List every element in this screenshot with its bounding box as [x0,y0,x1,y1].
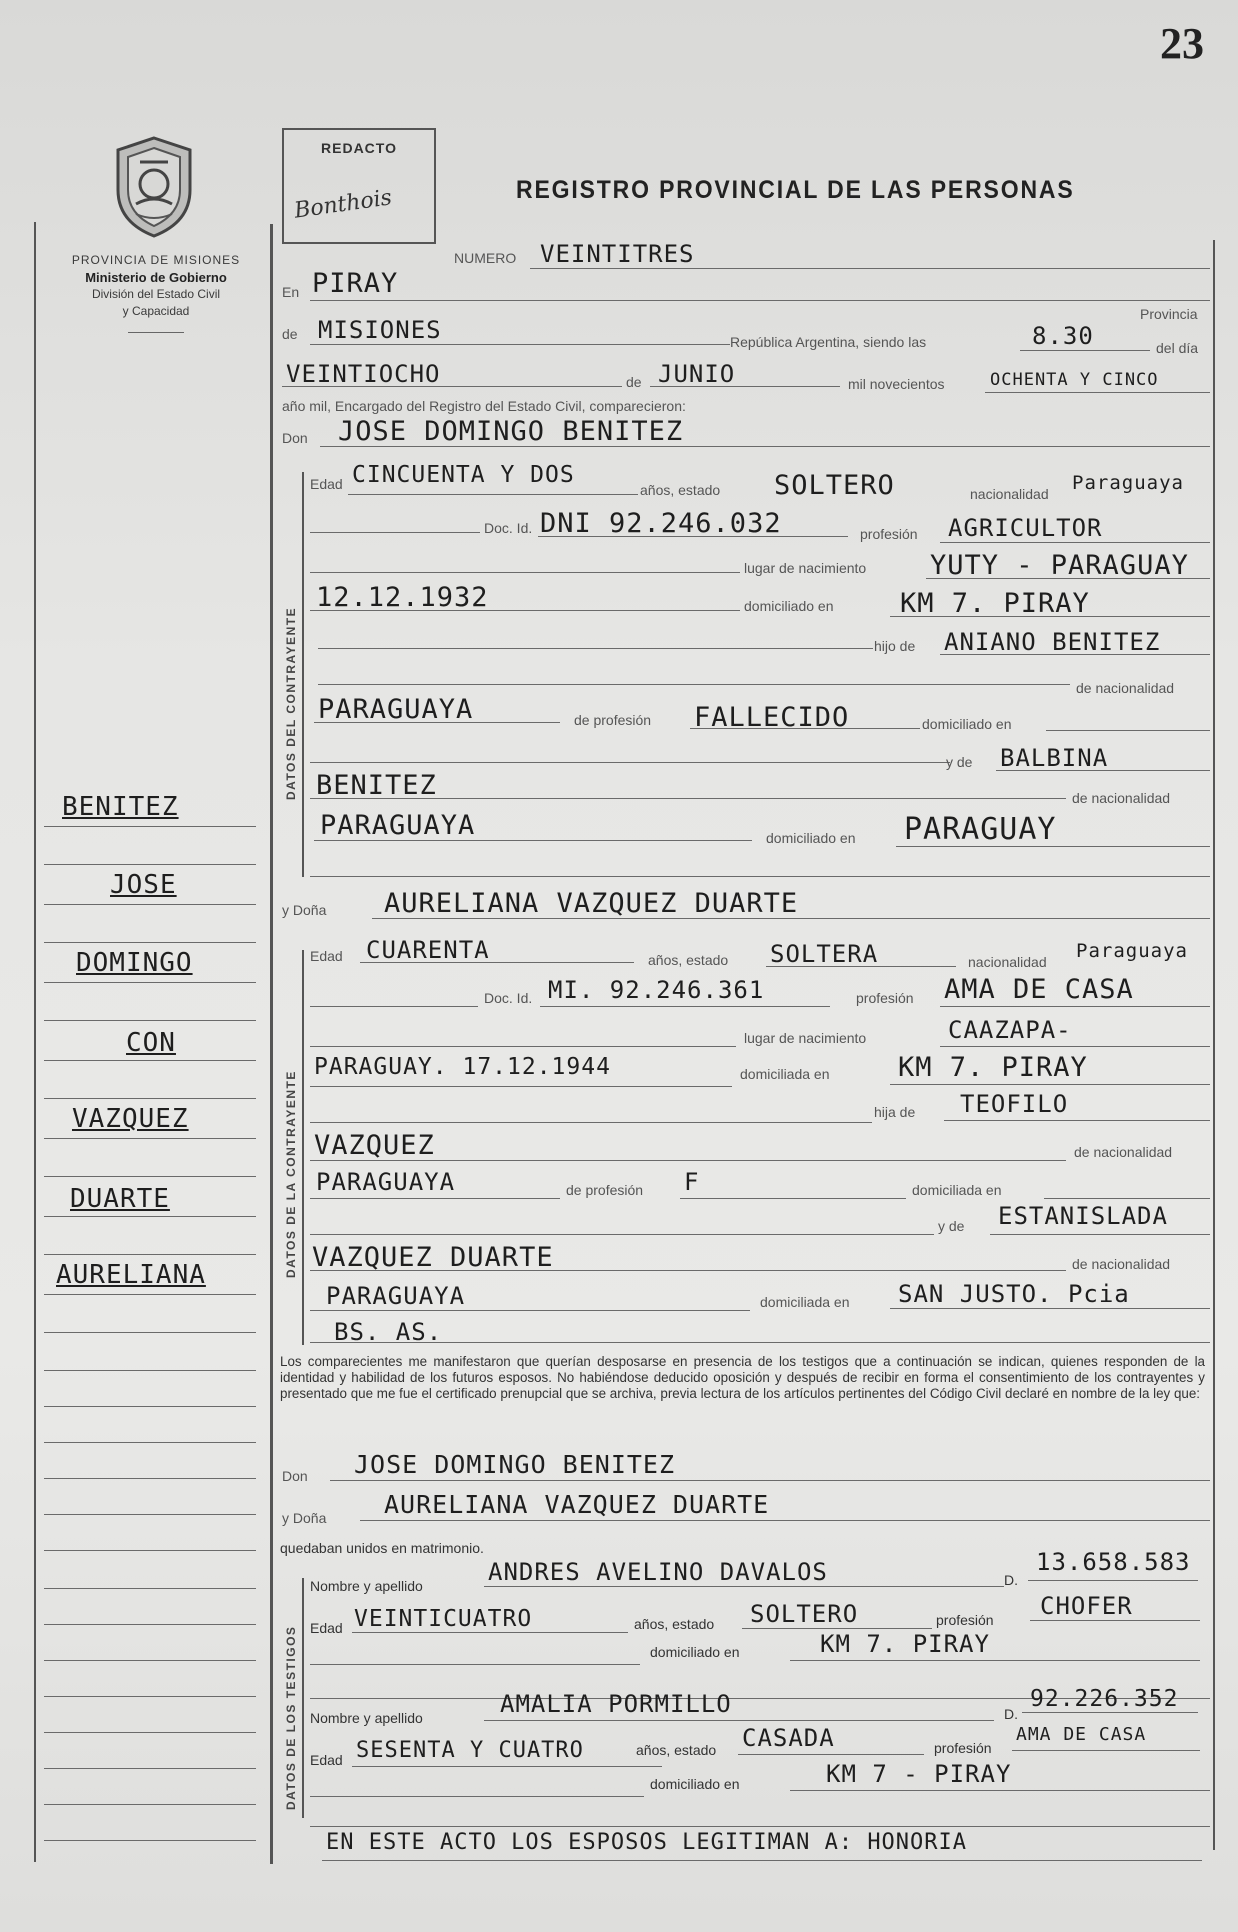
numero-label: NUMERO [454,250,517,266]
province-text: PROVINCIA DE MISIONES [71,253,241,267]
groom-mother-first: BALBINA [1000,744,1109,772]
w2-d-label: D. [1004,1706,1018,1722]
groom-nationality: Paraguaya [1072,472,1184,494]
w2-name: AMALIA PORMILLO [500,1690,732,1718]
w2-doc: 92.226.352 [1030,1686,1179,1712]
margin-name: AURELIANA [56,1260,206,1290]
w1-d-label: D. [1004,1572,1018,1588]
bride-nationality: Paraguaya [1076,940,1188,962]
bride-mother-last: VAZQUEZ DUARTE [312,1242,554,1273]
bride-hija-label: hija de [874,1104,916,1120]
bride-mother-nat-label: de nacionalidad [1072,1256,1171,1272]
w2-anos-estado-label: años, estado [636,1742,717,1758]
groom-mother-last: BENITEZ [316,770,437,801]
groom-mother-nationality: PARAGUAYA [320,810,476,841]
bride-mother-dom-label: domiciliada en [760,1294,850,1310]
provincia-label: Provincia [1140,306,1198,322]
republica-text: República Argentina, siendo las [730,334,927,350]
bride-mother-domicile-2: BS. AS. [334,1318,443,1346]
dona-label: y Doña [282,902,327,918]
en-label: En [282,284,300,300]
w1-name: ANDRES AVELINO DAVALOS [488,1558,828,1586]
declaration-paragraph: Los comparecientes me manifestaron que querían desposarse en presencia de los testigos que a continuación se indican, quienes responden de la identidad y habilidad de los futuros esposos. No habiéndose deducido oposición y después de recibir en forma el consentimiento de los contrayentes y presentado que me fue el certificado prenupcial que se archiva, previa lectura de los artículos pertinentes del Código Civil declaré en nombre de la ley que: [280,1354,1205,1401]
bride-father-profession: F [684,1168,700,1196]
w1-status: SOLTERO [750,1600,859,1628]
bride-father-last: VAZQUEZ [314,1130,435,1161]
w2-status: CASADA [742,1724,835,1752]
bride-mother-nationality: PARAGUAYA [326,1282,466,1310]
de-label: de [282,326,298,342]
groom-domicile: KM 7. PIRAY [900,588,1090,619]
document-title: REGISTRO PROVINCIAL DE LAS PERSONAS [516,176,1075,204]
w2-profession: AMA DE CASA [1016,1724,1147,1745]
bride-father-dom-label: domiciliada en [912,1182,1002,1198]
right-frame-line [1213,240,1215,1850]
groom-y-de-label: y de [946,754,973,770]
w1-age: VEINTICUATRO [354,1606,533,1632]
decl-groom-name: JOSE DOMINGO BENITEZ [354,1450,676,1479]
groom-edad-label: Edad [310,476,343,492]
groom-domiciliado-label: domiciliado en [744,598,834,614]
margin-name: DOMINGO [76,948,193,978]
issuer-block [36,252,276,333]
groom-mother-domicile: PARAGUAY [904,812,1057,847]
margin-frame-line [270,224,273,1864]
bride-civil-status: SOLTERA [770,940,879,968]
bride-nacionalidad-label: nacionalidad [968,954,1047,970]
year-words: OCHENTA Y CINCO [990,370,1159,390]
w2-profesion-label: profesión [934,1740,992,1756]
decl-don-label: Don [282,1468,308,1484]
groom-father: ANIANO BENITEZ [944,628,1161,656]
bride-domiciliada-label: domiciliada en [740,1066,830,1082]
groom-mother-dom-label: domiciliado en [766,830,856,846]
province-name: MISIONES [318,316,442,344]
redacto-stamp [282,128,436,244]
decl-dona-label: y Doña [282,1510,327,1526]
groom-birthdate: 12.12.1932 [316,582,489,613]
groom-civil-status: SOLTERO [774,470,895,501]
decl-bride-name: AURELIANA VAZQUEZ DUARTE [384,1490,770,1519]
bride-profession: AMA DE CASA [944,974,1134,1005]
bride-birthplace-2: PARAGUAY. 17.12.1944 [314,1054,611,1080]
bride-father-first: TEOFILO [960,1090,1069,1118]
place: PIRAY [312,268,399,299]
bride-y-de-label: y de [938,1218,965,1234]
groom-doc: DNI 92.246.032 [540,508,782,539]
w1-domiciliado-label: domiciliado en [650,1644,740,1660]
bride-profesion-label: profesión [856,990,914,1006]
groom-hijo-label: hijo de [874,638,916,654]
bride-section-label: DATOS DE LA CONTRAYENTE [284,1070,298,1278]
w2-nombre-label: Nombre y apellido [310,1710,423,1726]
groom-mother-nat-label: de nacionalidad [1072,790,1171,806]
groom-anos-estado-label: años, estado [640,482,721,498]
w1-profession: CHOFER [1040,1592,1133,1620]
don-label: Don [282,430,308,446]
w2-domicile: KM 7 - PIRAY [826,1760,1012,1788]
bride-age: CUARENTA [366,936,490,964]
issuer-divider [128,332,184,333]
bride-bracket [302,950,304,1345]
groom-birthplace: YUTY - PARAGUAY [930,550,1189,581]
w1-domicile: KM 7. PIRAY [820,1630,990,1658]
groom-nacionalidad-label: nacionalidad [970,486,1049,502]
groom-age: CINCUENTA Y DOS [352,462,575,488]
w2-domiciliado-label: domiciliado en [650,1776,740,1792]
groom-de-profesion-label: de profesión [574,712,652,728]
bride-lugar-label: lugar de nacimiento [744,1030,867,1046]
groom-section-label: DATOS DEL CONTRAYENTE [284,606,298,800]
ministry-text: Ministerio de Gobierno [85,270,227,285]
w1-anos-estado-label: años, estado [634,1616,715,1632]
division-text: División del Estado Civil [91,287,221,301]
bride-mother-first: ESTANISLADA [998,1202,1168,1230]
margin-name: BENITEZ [62,792,179,822]
groom-lugar-label: lugar de nacimiento [744,560,867,576]
margin-name: DUARTE [70,1184,170,1214]
day: VEINTIOCHO [286,360,441,388]
w1-edad-label: Edad [310,1620,343,1636]
groom-profession: AGRICULTOR [948,514,1103,542]
month: JUNIO [658,360,736,388]
mil-label: mil novecientos [848,376,945,392]
groom-father-dom-label: domiciliado en [922,716,1012,732]
stamp-label: REDACTO [321,140,397,156]
w1-doc: 13.658.583 [1036,1548,1191,1576]
capacity-text: y Capacidad [122,304,190,318]
groom-father-nat-label: de nacionalidad [1076,680,1175,696]
bride-name: AURELIANA VAZQUEZ DUARTE [384,888,799,919]
bride-de-profesion-label: de profesión [566,1182,644,1198]
w1-nombre-label: Nombre y apellido [310,1578,423,1594]
margin-name: VAZQUEZ [72,1104,189,1134]
bride-birthplace-1: CAAZAPA- [948,1016,1072,1044]
left-frame-line [34,222,36,1862]
bride-doc-label: Doc. Id. [484,990,533,1006]
stamp-signature: Bonthois [292,185,394,224]
coat-of-arms-seal-icon [106,134,202,240]
margin-name: CON [126,1028,176,1058]
bride-domicile: KM 7. PIRAY [898,1052,1088,1083]
bride-edad-label: Edad [310,948,343,964]
witness-bracket [302,1578,304,1818]
ano-text: año mil, Encargado del Registro del Estado Civil, comparecieron: [282,398,686,414]
w1-profesion-label: profesión [936,1612,994,1628]
bride-father-nationality: PARAGUAYA [316,1168,456,1196]
groom-father-profession: FALLECIDO [694,702,850,733]
bride-doc: MI. 92.246.361 [548,976,765,1004]
groom-doc-label: Doc. Id. [484,520,533,536]
w2-age: SESENTA Y CUATRO [356,1738,584,1763]
decl-closing: quedaban unidos en matrimonio. [280,1540,484,1556]
de-mes-label: de [626,374,642,390]
witness-section-label: DATOS DE LOS TESTIGOS [284,1625,298,1810]
bride-mother-domicile-1: SAN JUSTO. Pcia [898,1280,1130,1308]
bride-father-nat-label: de nacionalidad [1074,1144,1173,1160]
act-number: VEINTITRES [540,240,695,268]
time: 8.30 [1032,322,1094,350]
margin-name: JOSE [110,870,177,900]
groom-profesion-label: profesión [860,526,918,542]
footer-note: EN ESTE ACTO LOS ESPOSOS LEGITIMAN A: HONORIA [326,1830,968,1855]
groom-bracket [302,472,304,877]
w2-edad-label: Edad [310,1752,343,1768]
groom-name: JOSE DOMINGO BENITEZ [338,416,684,447]
bride-anos-estado-label: años, estado [648,952,729,968]
del-dia-label: del día [1156,340,1199,356]
page-number: 23 [1160,19,1204,68]
groom-father-nationality: PARAGUAYA [318,694,474,725]
